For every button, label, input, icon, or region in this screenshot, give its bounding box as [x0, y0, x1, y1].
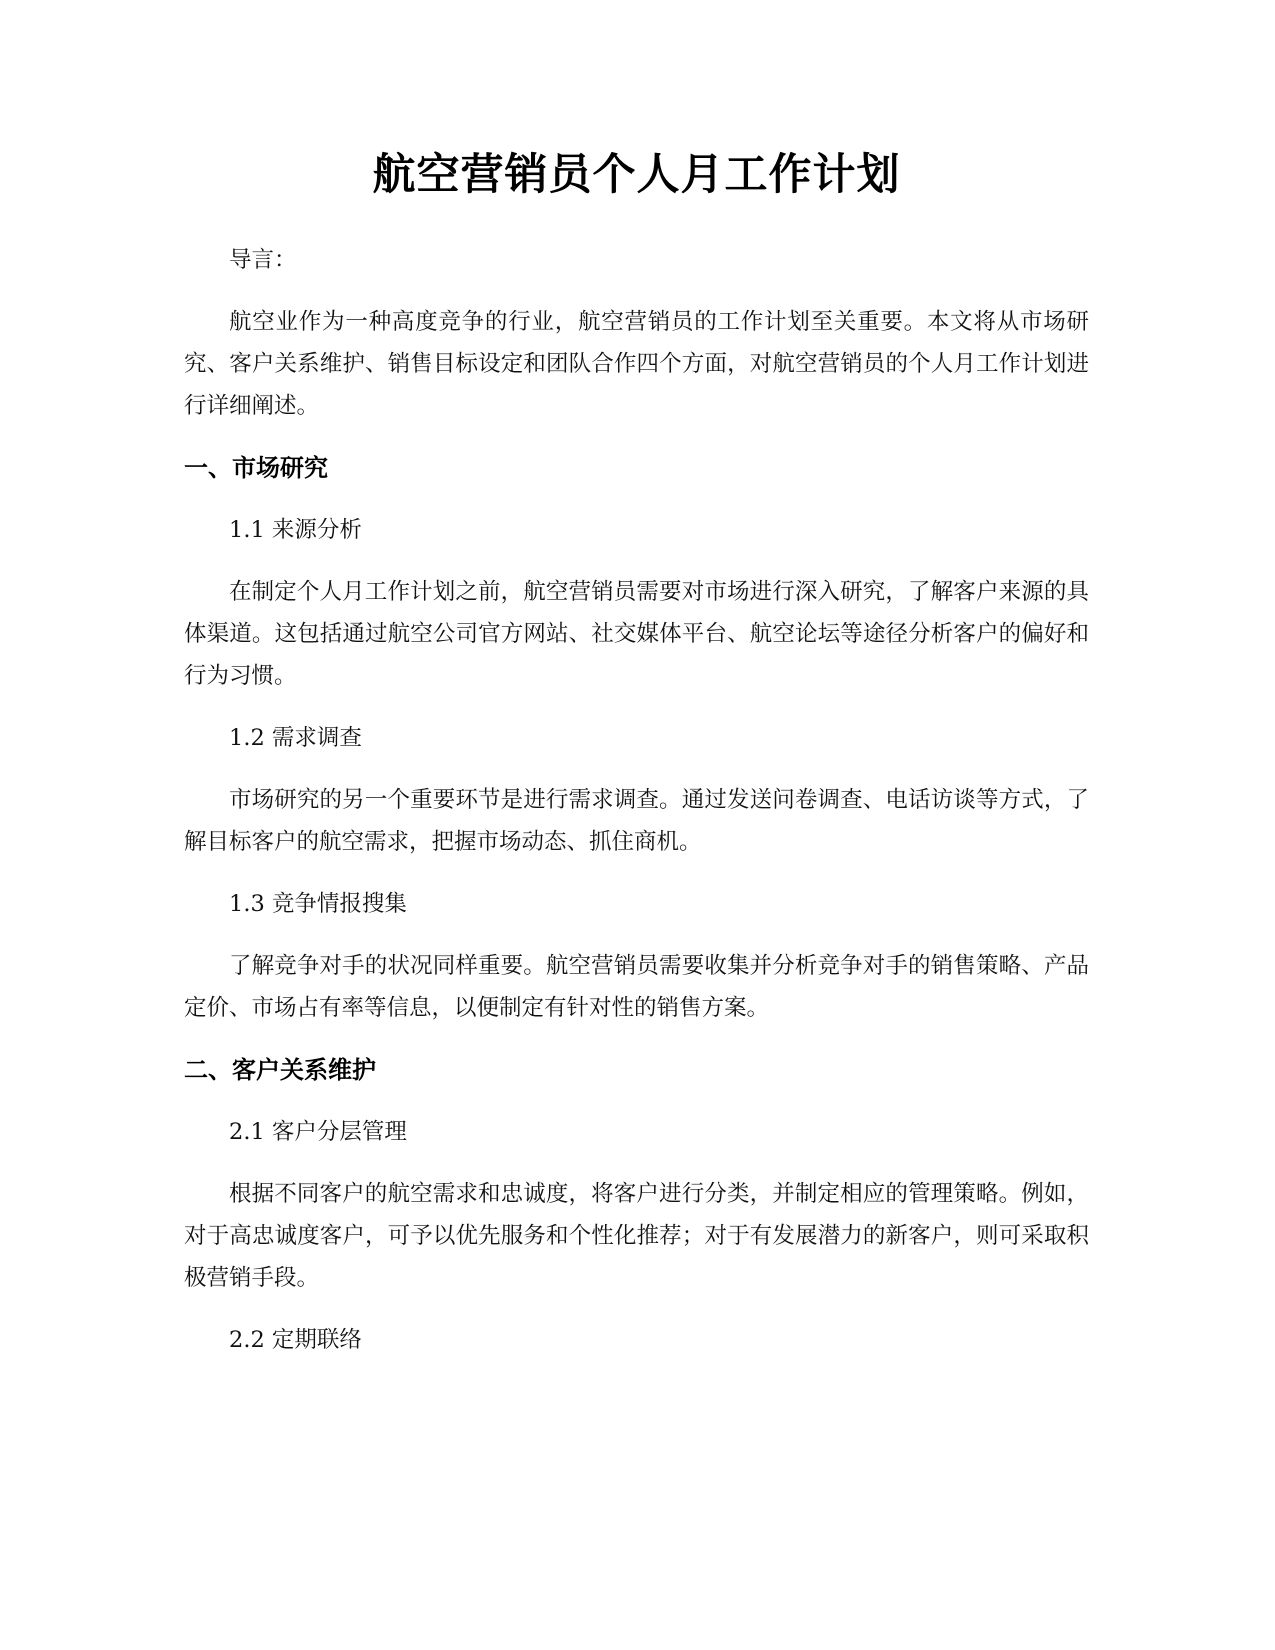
section-heading-market-research: 一、市场研究	[184, 454, 328, 482]
subsection-title-demand-survey: 1.2 需求调查	[229, 725, 362, 751]
subsection-title-source-analysis: 1.1 来源分析	[229, 517, 362, 543]
subsection-paragraph-customer-tiering: 根据不同客户的航空需求和忠诚度，将客户进行分类，并制定相应的管理策略。例如，对于高忠诚度客户，可予以优先服务和个性化推荐；对于有发展潜力的新客户，则可采取积极营销手段。	[184, 1181, 1089, 1291]
document-body	[184, 145, 1089, 1381]
subsection-paragraph-competitive-intel: 了解竞争对手的状况同样重要。航空营销员需要收集并分析竞争对手的销售策略、产品定价、市场占有率等信息，以便制定有针对性的销售方案。	[184, 953, 1089, 1021]
subsection-title-competitive-intel: 1.3 竞争情报搜集	[229, 891, 407, 917]
subsection-title-regular-contact: 2.2 定期联络	[229, 1327, 362, 1353]
intro-paragraph: 航空业作为一种高度竞争的行业，航空营销员的工作计划至关重要。本文将从市场研究、客户关系维护、销售目标设定和团队合作四个方面，对航空营销员的个人月工作计划进行详细阐述。	[184, 309, 1089, 419]
subsection-paragraph-source-analysis: 在制定个人月工作计划之前，航空营销员需要对市场进行深入研究，了解客户来源的具体渠道。这包括通过航空公司官方网站、社交媒体平台、航空论坛等途径分析客户的偏好和行为习惯。	[184, 579, 1089, 689]
subsection-paragraph-demand-survey: 市场研究的另一个重要环节是进行需求调查。通过发送问卷调查、电话访谈等方式，了解目标客户的航空需求，把握市场动态、抓住商机。	[184, 787, 1089, 855]
document-title: 航空营销员个人月工作计划	[372, 150, 901, 200]
intro-label: 导言：	[229, 247, 297, 273]
section-heading-customer-relations: 二、客户关系维护	[184, 1056, 376, 1084]
subsection-title-customer-tiering: 2.1 客户分层管理	[229, 1119, 407, 1145]
